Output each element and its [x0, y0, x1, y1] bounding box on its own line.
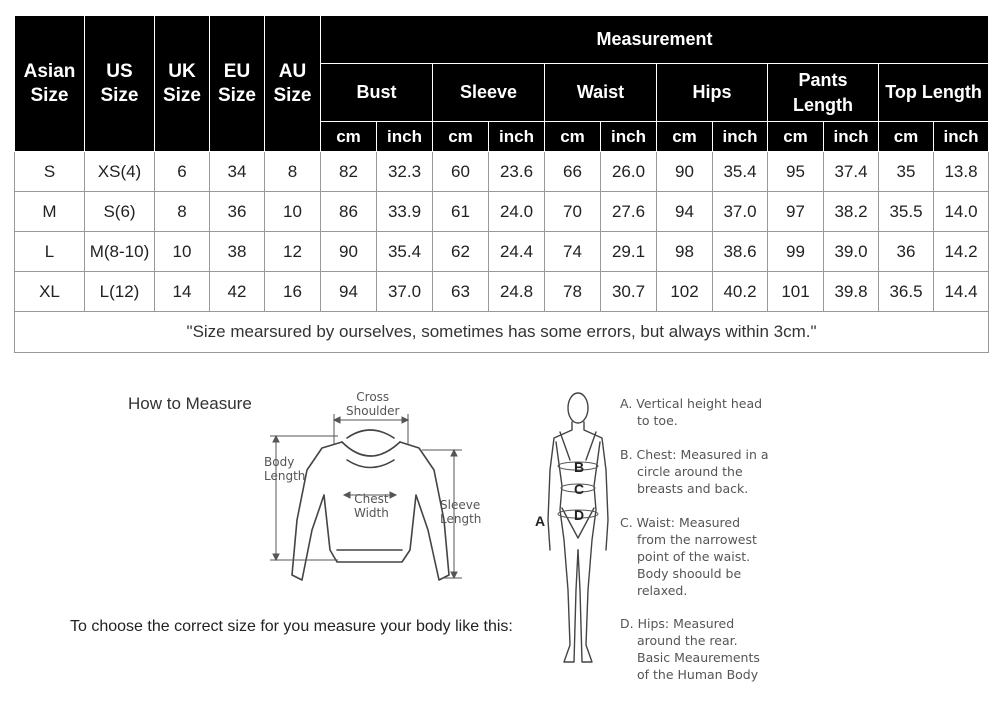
size-cell: 38.2: [824, 192, 879, 232]
size-cell: 70: [545, 192, 601, 232]
choose-size-instruction: To choose the correct size for you measure your body like this:: [70, 618, 513, 635]
size-cell: 62: [433, 232, 489, 272]
size-cell: 90: [321, 232, 377, 272]
header-measurement: Measurement: [321, 16, 989, 64]
body-marker-d: D: [574, 507, 585, 523]
size-cell: 35: [879, 152, 934, 192]
unit-cm: cm: [879, 122, 934, 152]
header-waist: Waist: [545, 64, 657, 122]
legend-b: [620, 446, 769, 497]
size-cell: 36: [210, 192, 265, 232]
legend-c-line: point of the waist.: [637, 549, 751, 564]
body-length-label-line1: Body: [264, 455, 295, 469]
size-cell: 26.0: [601, 152, 657, 192]
header-hips: Hips: [657, 64, 768, 122]
legend-c-line: relaxed.: [637, 583, 688, 598]
size-cell: 60: [433, 152, 489, 192]
size-cell: S(6): [85, 192, 155, 232]
size-row: [15, 272, 989, 312]
size-cell: 24.8: [489, 272, 545, 312]
legend-c-line: Body shoould be: [637, 566, 742, 581]
size-cell: 13.8: [934, 152, 989, 192]
size-cell: 90: [657, 152, 713, 192]
unit-inch: inch: [824, 122, 879, 152]
size-cell: 38: [210, 232, 265, 272]
chest-width-label-line1: Chest: [354, 492, 389, 506]
size-cell: 82: [321, 152, 377, 192]
unit-inch: inch: [601, 122, 657, 152]
unit-cm: cm: [545, 122, 601, 152]
size-cell: 97: [768, 192, 824, 232]
size-cell: M: [15, 192, 85, 232]
size-cell: 37.0: [377, 272, 433, 312]
body-marker-c: C: [574, 481, 585, 497]
size-cell: 101: [768, 272, 824, 312]
size-cell: 35.5: [879, 192, 934, 232]
size-cell: 86: [321, 192, 377, 232]
cross-shoulder-label: [346, 390, 399, 418]
chest-width-label: [354, 492, 389, 520]
legend-d: [620, 615, 760, 683]
size-cell: 78: [545, 272, 601, 312]
body-marker-b: B: [574, 459, 585, 475]
size-cell: S: [15, 152, 85, 192]
body-length-label: [264, 455, 305, 483]
size-cell: 98: [657, 232, 713, 272]
size-cell: 14.4: [934, 272, 989, 312]
size-cell: 34: [210, 152, 265, 192]
body-marker-a: A: [535, 513, 546, 529]
size-cell: 10: [155, 232, 210, 272]
cross-shoulder-label-line2: Shoulder: [346, 404, 400, 418]
header-bust: Bust: [321, 64, 433, 122]
size-cell: 14: [155, 272, 210, 312]
sleeve-length-label: [440, 498, 481, 526]
header-sleeve: Sleeve: [433, 64, 545, 122]
header-au-size: AU Size: [265, 16, 321, 152]
size-cell: 30.7: [601, 272, 657, 312]
size-cell: 35.4: [377, 232, 433, 272]
size-cell: 29.1: [601, 232, 657, 272]
legend-d-line: D. Hips: Measured: [620, 616, 735, 631]
size-cell: 27.6: [601, 192, 657, 232]
size-cell: 39.0: [824, 232, 879, 272]
size-row: [15, 152, 989, 192]
size-cell: 38.6: [713, 232, 768, 272]
size-row: [15, 232, 989, 272]
size-cell: 6: [155, 152, 210, 192]
body-length-label-line2: Length: [264, 469, 306, 483]
chest-width-label-line2: Width: [354, 506, 389, 520]
size-cell: 61: [433, 192, 489, 232]
size-cell: 66: [545, 152, 601, 192]
legend-b-line: B. Chest: Measured in a: [620, 447, 769, 462]
legend-d-line: Basic Meaurements: [637, 650, 760, 665]
size-cell: 14.0: [934, 192, 989, 232]
size-cell: 37.0: [713, 192, 768, 232]
header-asian-size: Asian Size: [15, 16, 85, 152]
legend-a-line: to toe.: [637, 413, 678, 428]
legend-a-line: A. Vertical height head: [620, 396, 763, 411]
unit-cm: cm: [321, 122, 377, 152]
size-cell: 8: [155, 192, 210, 232]
size-cell: 24.4: [489, 232, 545, 272]
size-cell: 33.9: [377, 192, 433, 232]
size-cell: 42: [210, 272, 265, 312]
legend-a: [620, 395, 762, 429]
unit-cm: cm: [768, 122, 824, 152]
legend-c-line: C. Waist: Measured: [620, 515, 741, 530]
header-top-length: Top Length: [879, 64, 989, 122]
unit-cm: cm: [433, 122, 489, 152]
legend-b-line: circle around the: [637, 464, 743, 479]
size-cell: 94: [321, 272, 377, 312]
size-cell: 95: [768, 152, 824, 192]
unit-cm: cm: [657, 122, 713, 152]
size-cell: 74: [545, 232, 601, 272]
header-us-size: US Size: [85, 16, 155, 152]
size-cell: XS(4): [85, 152, 155, 192]
size-cell: XL: [15, 272, 85, 312]
size-cell: 12: [265, 232, 321, 272]
size-cell: M(8-10): [85, 232, 155, 272]
size-cell: 8: [265, 152, 321, 192]
size-cell: 39.8: [824, 272, 879, 312]
cross-shoulder-label-line1: Cross: [356, 390, 390, 404]
legend-c-line: from the narrowest: [637, 532, 757, 547]
legend-d-line: of the Human Body: [637, 667, 759, 682]
legend-c: [620, 514, 757, 599]
legend-d-line: around the rear.: [637, 633, 738, 648]
header-uk-size: UK Size: [155, 16, 210, 152]
size-cell: 36.5: [879, 272, 934, 312]
unit-inch: inch: [377, 122, 433, 152]
unit-inch: inch: [489, 122, 545, 152]
size-cell: 10: [265, 192, 321, 232]
size-rows: [15, 152, 989, 312]
size-cell: 24.0: [489, 192, 545, 232]
size-cell: 40.2: [713, 272, 768, 312]
size-cell: 14.2: [934, 232, 989, 272]
size-cell: 35.4: [713, 152, 768, 192]
unit-inch: inch: [713, 122, 768, 152]
header-eu-size: EU Size: [210, 16, 265, 152]
size-chart-table: [14, 15, 989, 353]
unit-inch: inch: [934, 122, 989, 152]
size-cell: 23.6: [489, 152, 545, 192]
size-cell: 99: [768, 232, 824, 272]
size-row: [15, 192, 989, 232]
sleeve-length-label-line2: Length: [440, 512, 482, 526]
size-cell: 37.4: [824, 152, 879, 192]
size-note: "Size mearsured by ourselves, sometimes has some errors, but always within 3cm.": [15, 312, 989, 353]
size-cell: 32.3: [377, 152, 433, 192]
sleeve-length-label-line1: Sleeve: [440, 498, 481, 512]
legend-b-line: breasts and back.: [637, 481, 749, 496]
how-to-measure-title: How to Measure: [128, 394, 252, 413]
header-pants-length: Pants Length: [768, 64, 879, 122]
size-cell: L(12): [85, 272, 155, 312]
size-cell: L: [15, 232, 85, 272]
size-cell: 63: [433, 272, 489, 312]
size-cell: 102: [657, 272, 713, 312]
size-cell: 36: [879, 232, 934, 272]
size-cell: 94: [657, 192, 713, 232]
body-figure-sketch: [538, 390, 618, 670]
size-cell: 16: [265, 272, 321, 312]
